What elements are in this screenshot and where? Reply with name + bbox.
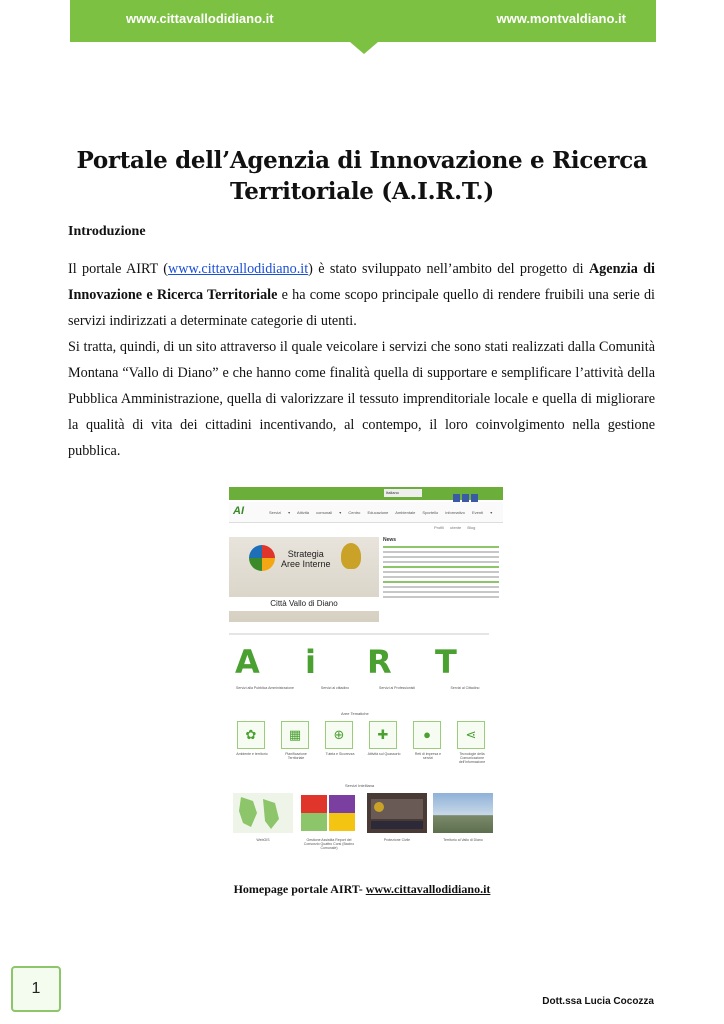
header-band xyxy=(70,0,656,42)
body-text xyxy=(68,256,655,464)
page-number: 1 xyxy=(31,980,41,997)
tile-t: T Servizi al Cittadino xyxy=(435,643,480,690)
header-link-right[interactable]: www.montvaldiano.it xyxy=(496,11,626,26)
figure-caption: Homepage portale AIRT- www.cittavallodidiano.it xyxy=(233,882,491,896)
page-number-box xyxy=(11,966,61,1012)
site-link[interactable]: www.cittavallodidiano.it xyxy=(168,261,309,277)
header-notch xyxy=(350,42,378,54)
seal-icon xyxy=(341,543,361,569)
header-link-left[interactable]: www.cittavallodidiano.it xyxy=(126,11,274,26)
author-name: Dott.ssa Lucia Cocozza xyxy=(542,996,654,1007)
p1-post: e ha come scopo principale quello di rendere fruibili una serie di servizi indirizzati a determinate categorie di utenti. xyxy=(68,287,655,329)
shot-hero-banner xyxy=(229,537,379,622)
tile-r: R Servizi ai Professionisti xyxy=(367,643,415,690)
reti-icon: ● Reti di impresa e servizi xyxy=(413,721,441,749)
divider xyxy=(229,633,489,635)
tile-a: A Servizi alla Pubblica Amministrazione xyxy=(235,643,294,690)
portal-screenshot xyxy=(229,487,503,855)
shot-news xyxy=(383,537,499,622)
p1-mid: ) è stato sviluppato nell’ambito del progetto di xyxy=(308,261,589,277)
share-icon: ⋖ Tecnologie della Comunicazione dell'Informazione xyxy=(457,721,485,749)
paragraph-1 xyxy=(68,256,655,334)
protezione-civile-image: Protezione Civile xyxy=(367,793,427,833)
flower-logo-icon xyxy=(249,545,275,571)
shot-nav xyxy=(229,502,503,523)
webgis-map-image: WebGIS xyxy=(233,793,293,833)
paragraph-2: Si tratta, quindi, di un sito attraverso il quale veicolare i servizi che sono stati realizzati dalla Comunità Montana “Vallo di Diano” e che hanno come finalità quella di supportare e semplificare l’attività della Pubblica Amministrazione, quella di valorizzare il tessuto imprenditoriale locale e quella di migliorare la qualità di vita dei cittadini incentivando, al contempo, il loro coinvolgimento nella gestione pubblica. xyxy=(68,339,655,459)
p1-bold: Agenzia di Innovazione e Ricerca Territoriale xyxy=(68,261,655,303)
servizi-title: Servizi Intelliana xyxy=(345,783,375,788)
pianificazione-icon: ▦ Pianificazione Territoriale xyxy=(281,721,309,749)
ambiente-icon: ✿ Ambiente e territorio xyxy=(237,721,265,749)
tutela-icon: ⊕ Tutela e Sicurezza xyxy=(325,721,353,749)
page-title: Portale dell’Agenzia di Innovazione e Ricerca Territoriale (A.I.R.T.) xyxy=(76,147,648,205)
shot-tiles xyxy=(229,642,503,697)
shot-language-select: Italiano xyxy=(384,489,422,497)
hero-text: Strategia Aree Interne xyxy=(281,549,331,569)
attivita-icon: ✚ Attività sul Quassorio xyxy=(369,721,397,749)
section-heading: Introduzione xyxy=(68,224,146,239)
shot-menu: Servizi ▾ Attività comunali ▾ Centro Educazione Ambientale Sportello informativo Eventi ▾ xyxy=(269,510,493,515)
hero-city: Città Vallo di Diano xyxy=(229,597,379,611)
p1-pre: Il portale AIRT ( xyxy=(68,261,169,277)
tile-i: i Servizi al cittadino xyxy=(305,643,350,690)
shot-sub-links: Profili utente Blog xyxy=(434,525,476,530)
landscape-image: Territorio al Vallo di Diano xyxy=(433,793,493,833)
shot-logo: AI xyxy=(233,505,244,517)
news-heading: News xyxy=(383,537,397,543)
aree-title: Aree Tematiche xyxy=(341,711,369,716)
puzzle-image: Gestione Assistita Report del Consorzio Quattro Corsi (Bacino Comunale) xyxy=(299,793,359,833)
caption-link[interactable]: www.cittavallodidiano.it xyxy=(365,882,491,896)
